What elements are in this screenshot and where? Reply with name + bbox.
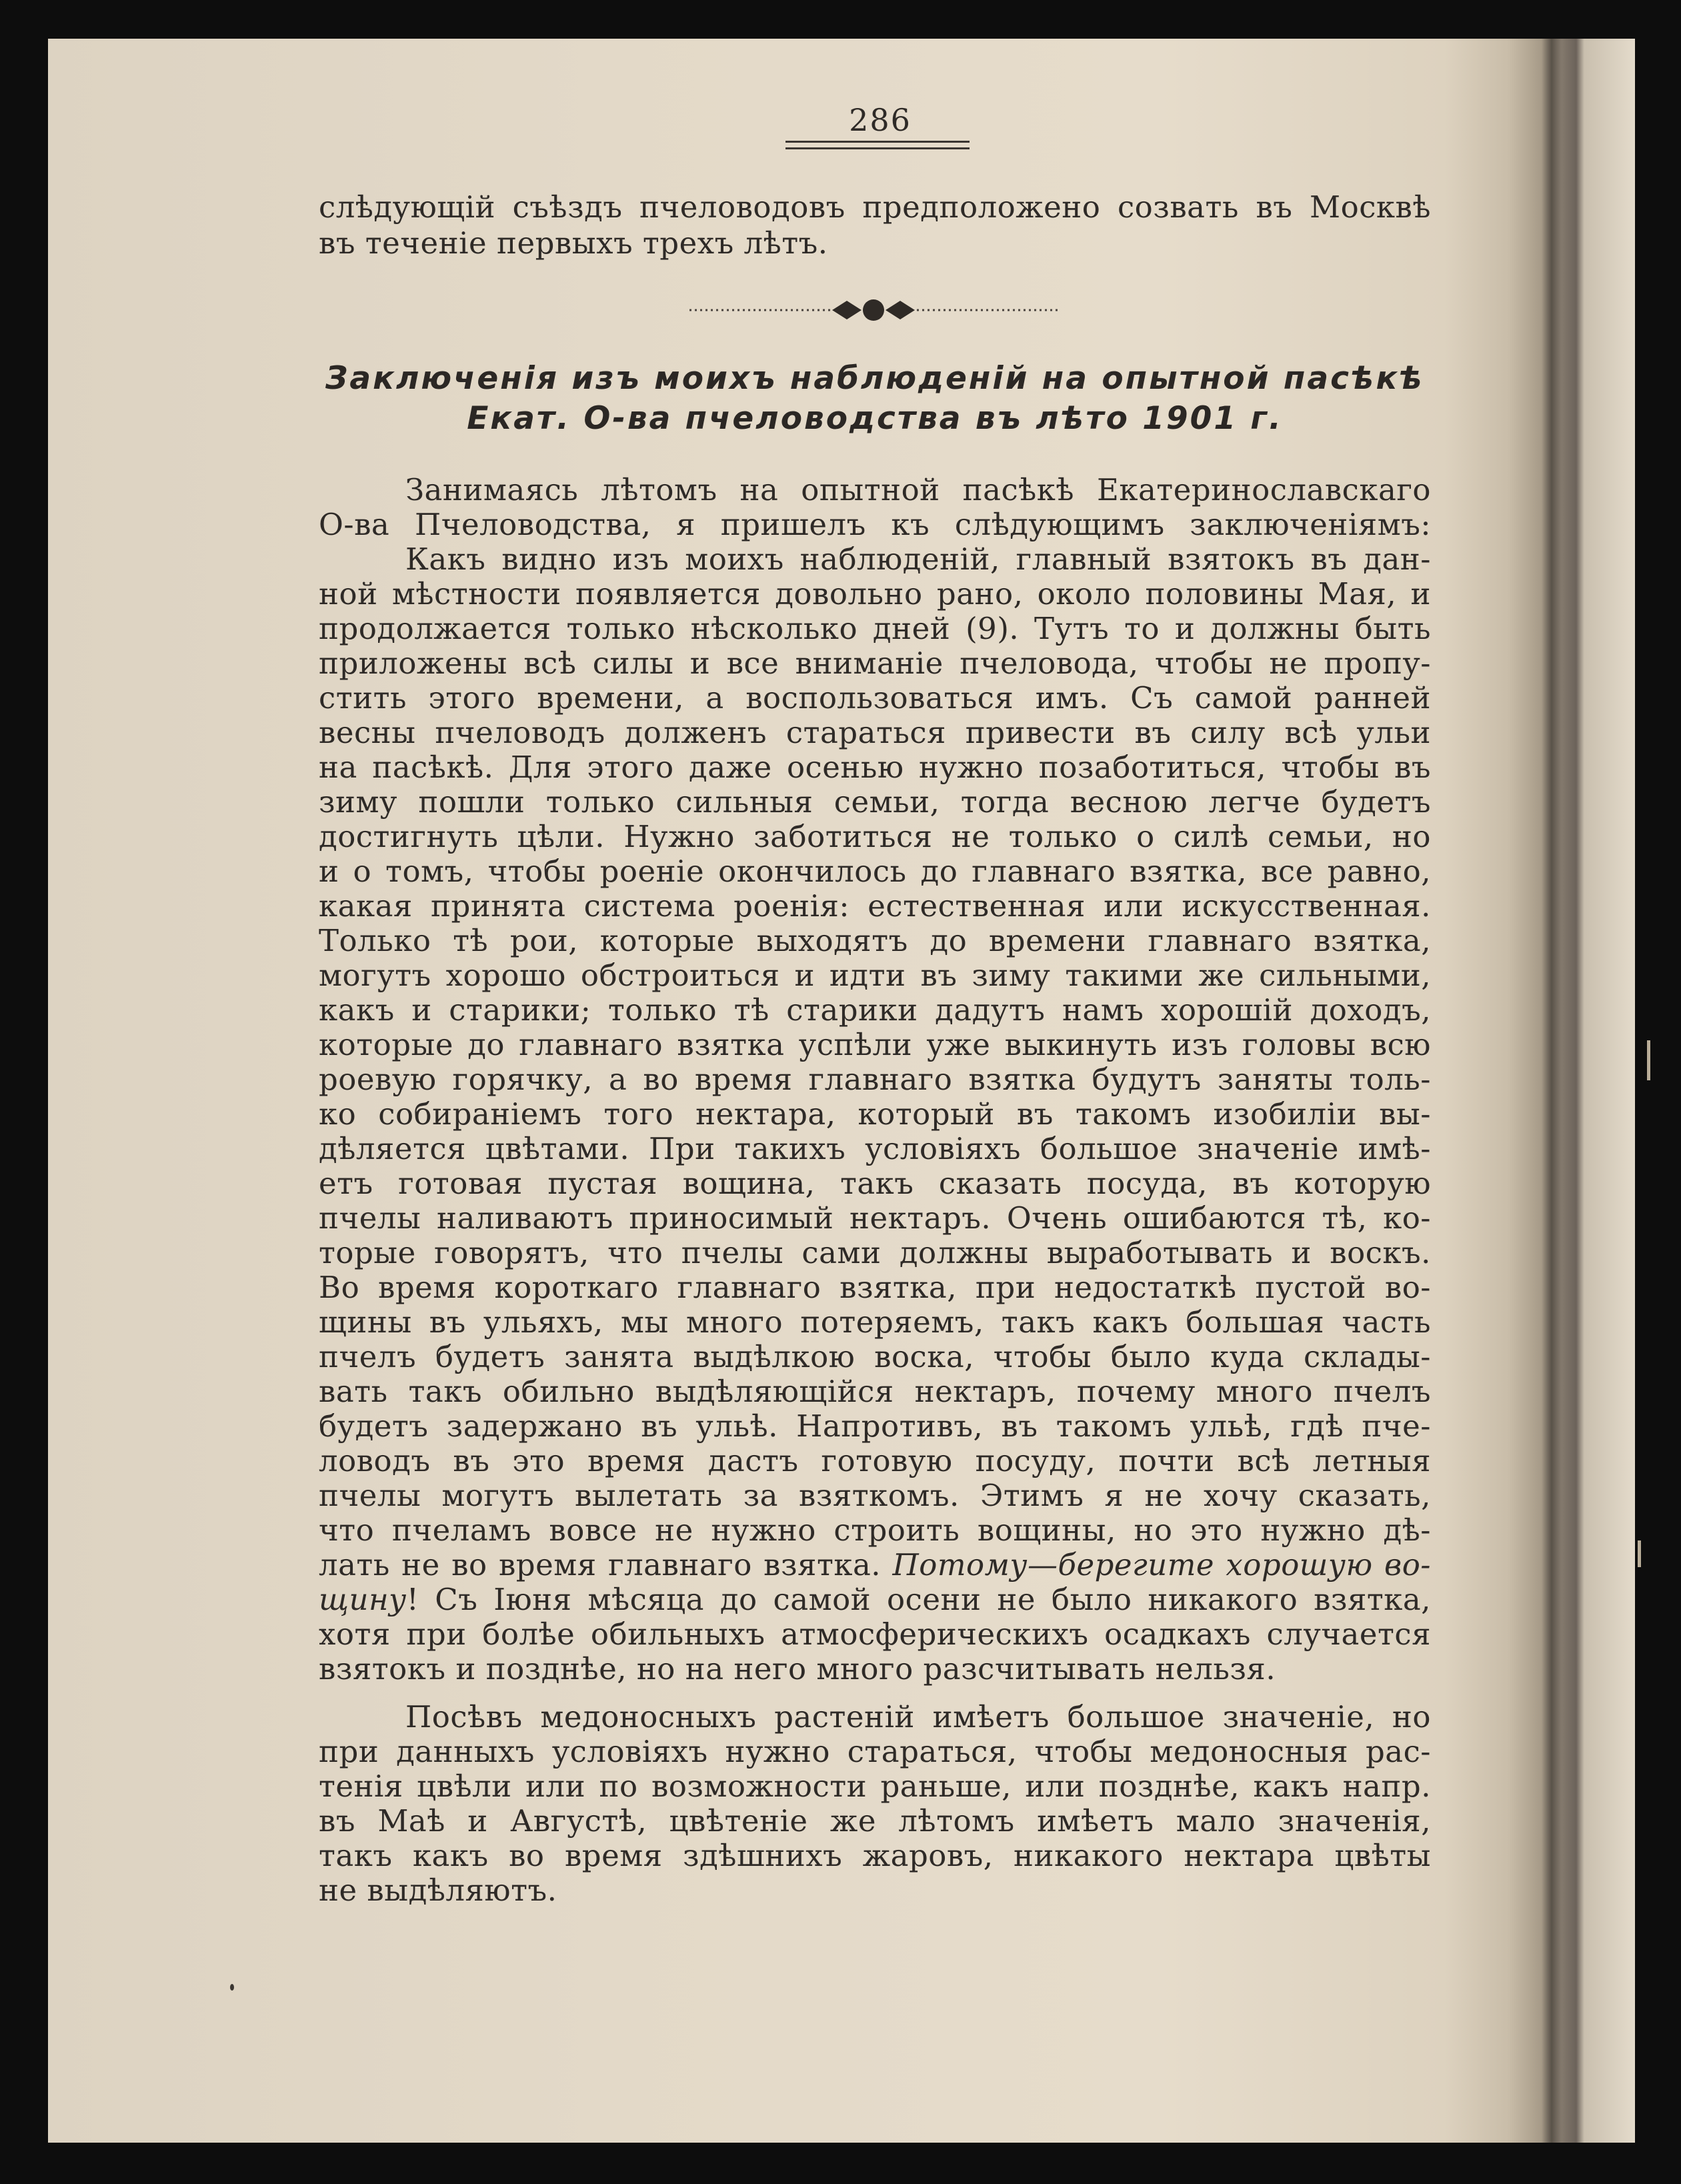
body-line: Посѣвъ медоносныхъ растеній имѣетъ большое значеніе, но — [405, 1699, 1431, 1735]
body-line-text: лать не во время главнаго взятка. — [319, 1547, 882, 1582]
body-line: щины въ ульяхъ, мы много потеряемъ, такъ какъ большая часть — [319, 1304, 1431, 1340]
body-line: Только тѣ рои, которые выходятъ до времени главнаго взятка, — [319, 923, 1431, 958]
body-line: зиму пошли только сильныя семьи, тогда весною легче будетъ — [319, 784, 1431, 820]
body-line: какъ и старики; только тѣ старики дадутъ намъ хорошій доходъ, — [319, 992, 1431, 1028]
section-ornament — [687, 293, 1060, 327]
intro-line: въ теченіе первыхъ трехъ лѣтъ. — [319, 225, 828, 261]
body-line: какая принята система роенія: естественная или искусственная. — [319, 888, 1431, 924]
body-line: торые говорятъ, что пчелы сами должны выработывать и воскъ. — [319, 1235, 1431, 1270]
header-rule-bottom — [785, 147, 970, 149]
body-line: пчелы могутъ вылетать за взяткомъ. Этимъ я не хочу сказать, — [319, 1478, 1431, 1513]
body-line: которые до главнаго взятка успѣли уже выкинуть изъ головы всю — [319, 1027, 1431, 1062]
body-line: дѣляется цвѣтами. При такихъ условіяхъ большое значеніе имѣ- — [319, 1131, 1431, 1166]
body-line: О-ва Пчеловодства, я пришелъ къ слѣдующимъ заключеніямъ: — [319, 507, 1431, 542]
body-line: не выдѣляютъ. — [319, 1873, 557, 1908]
body-line: на пасѣкѣ. Для этого даже осенью нужно позаботиться, чтобы въ — [319, 750, 1431, 785]
body-line: продолжается только нѣсколько дней (9). Тутъ то и должны быть — [319, 611, 1431, 646]
body-line: стить этого времени, а воспользоваться имъ. Съ самой ранней — [319, 680, 1431, 716]
page-number: 286 — [849, 102, 912, 138]
body-line: роевую горячку, а во время главнаго взятка будутъ заняты толь- — [319, 1062, 1431, 1097]
body-line: пчелъ будетъ занята выдѣлкою воска, чтобы было куда склады- — [319, 1339, 1431, 1374]
body-line: Во время короткаго главнаго взятка, при недостаткѣ пустой во- — [319, 1270, 1431, 1305]
body-line-text: ! Съ Іюня мѣсяца до самой осени не было никакого взятка, — [406, 1582, 1431, 1617]
body-line: взятокъ и позднѣе, но на него много разсчитывать нельзя. — [319, 1651, 1276, 1687]
body-line: Занимаясь лѣтомъ на опытной пасѣкѣ Екатеринославскаго — [405, 472, 1431, 507]
body-line: Какъ видно изъ моихъ наблюденій, главный взятокъ въ дан- — [405, 541, 1431, 577]
intro-line: слѣдующій съѣздъ пчеловодовъ предположено созвать въ Москвѣ — [319, 189, 1431, 225]
body-line: хотя при болѣе обильныхъ атмосферическихъ осадкахъ случается — [319, 1616, 1431, 1652]
body-line: приложены всѣ силы и все вниманіе пчеловода, чтобы не пропу- — [319, 646, 1431, 681]
body-line: такъ какъ во время здѣшнихъ жаровъ, никакого нектара цвѣты — [319, 1838, 1431, 1873]
body-line: въ Маѣ и Августѣ, цвѣтеніе же лѣтомъ имѣетъ мало значенія, — [319, 1803, 1431, 1839]
body-line: етъ готовая пустая вощина, такъ сказать посуда, въ которую — [319, 1166, 1431, 1201]
header-rule-top — [785, 141, 970, 143]
article-title-line-2: Екат. О-ва пчеловодства въ лѣто 1901 г. — [467, 400, 1283, 437]
body-line: что пчеламъ вовсе не нужно строить вощины, но это нужно дѣ- — [319, 1512, 1431, 1548]
body-line-with-emphasis — [319, 1548, 1431, 1582]
body-line: ко собираніемъ того нектара, который въ такомъ изобиліи вы- — [319, 1096, 1431, 1132]
emphasis-text: Потому—берегите хорошую во- — [892, 1547, 1431, 1582]
body-line: ной мѣстности появляется довольно рано, около половины Мая, и — [319, 576, 1431, 612]
body-line: весны пчеловодъ долженъ стараться привести въ силу всѣ ульи — [319, 715, 1431, 750]
article-title-line-1: Заключенія изъ моихъ наблюденій на опытной пасѣкѣ — [325, 360, 1425, 397]
body-line: ловодъ въ это время дастъ готовую посуду, почти всѣ летныя — [319, 1443, 1431, 1478]
body-line: при данныхъ условіяхъ нужно стараться, чтобы медоносныя рас- — [319, 1734, 1431, 1769]
body-line: вать такъ обильно выдѣляющійся нектаръ, почему много пчелъ — [319, 1374, 1431, 1409]
body-line: тенія цвѣли или по возможности раньше, или позднѣе, какъ напр. — [319, 1769, 1431, 1804]
body-line: будетъ задержано въ ульѣ. Напротивъ, въ такомъ ульѣ, гдѣ пче- — [319, 1408, 1431, 1444]
body-line: пчелы наливаютъ приносимый нектаръ. Очень ошибаются тѣ, ко- — [319, 1200, 1431, 1236]
body-line: и о томъ, чтобы роеніе окончилось до главнаго взятка, все равно, — [319, 854, 1431, 889]
emphasis-text: щину — [319, 1582, 407, 1617]
body-line: могутъ хорошо обстроиться и идти въ зиму такими же сильными, — [319, 958, 1431, 993]
body-line: достигнуть цѣли. Нужно заботиться не только о силѣ семьи, но — [319, 819, 1431, 854]
body-line-with-emphasis — [319, 1583, 1431, 1616]
